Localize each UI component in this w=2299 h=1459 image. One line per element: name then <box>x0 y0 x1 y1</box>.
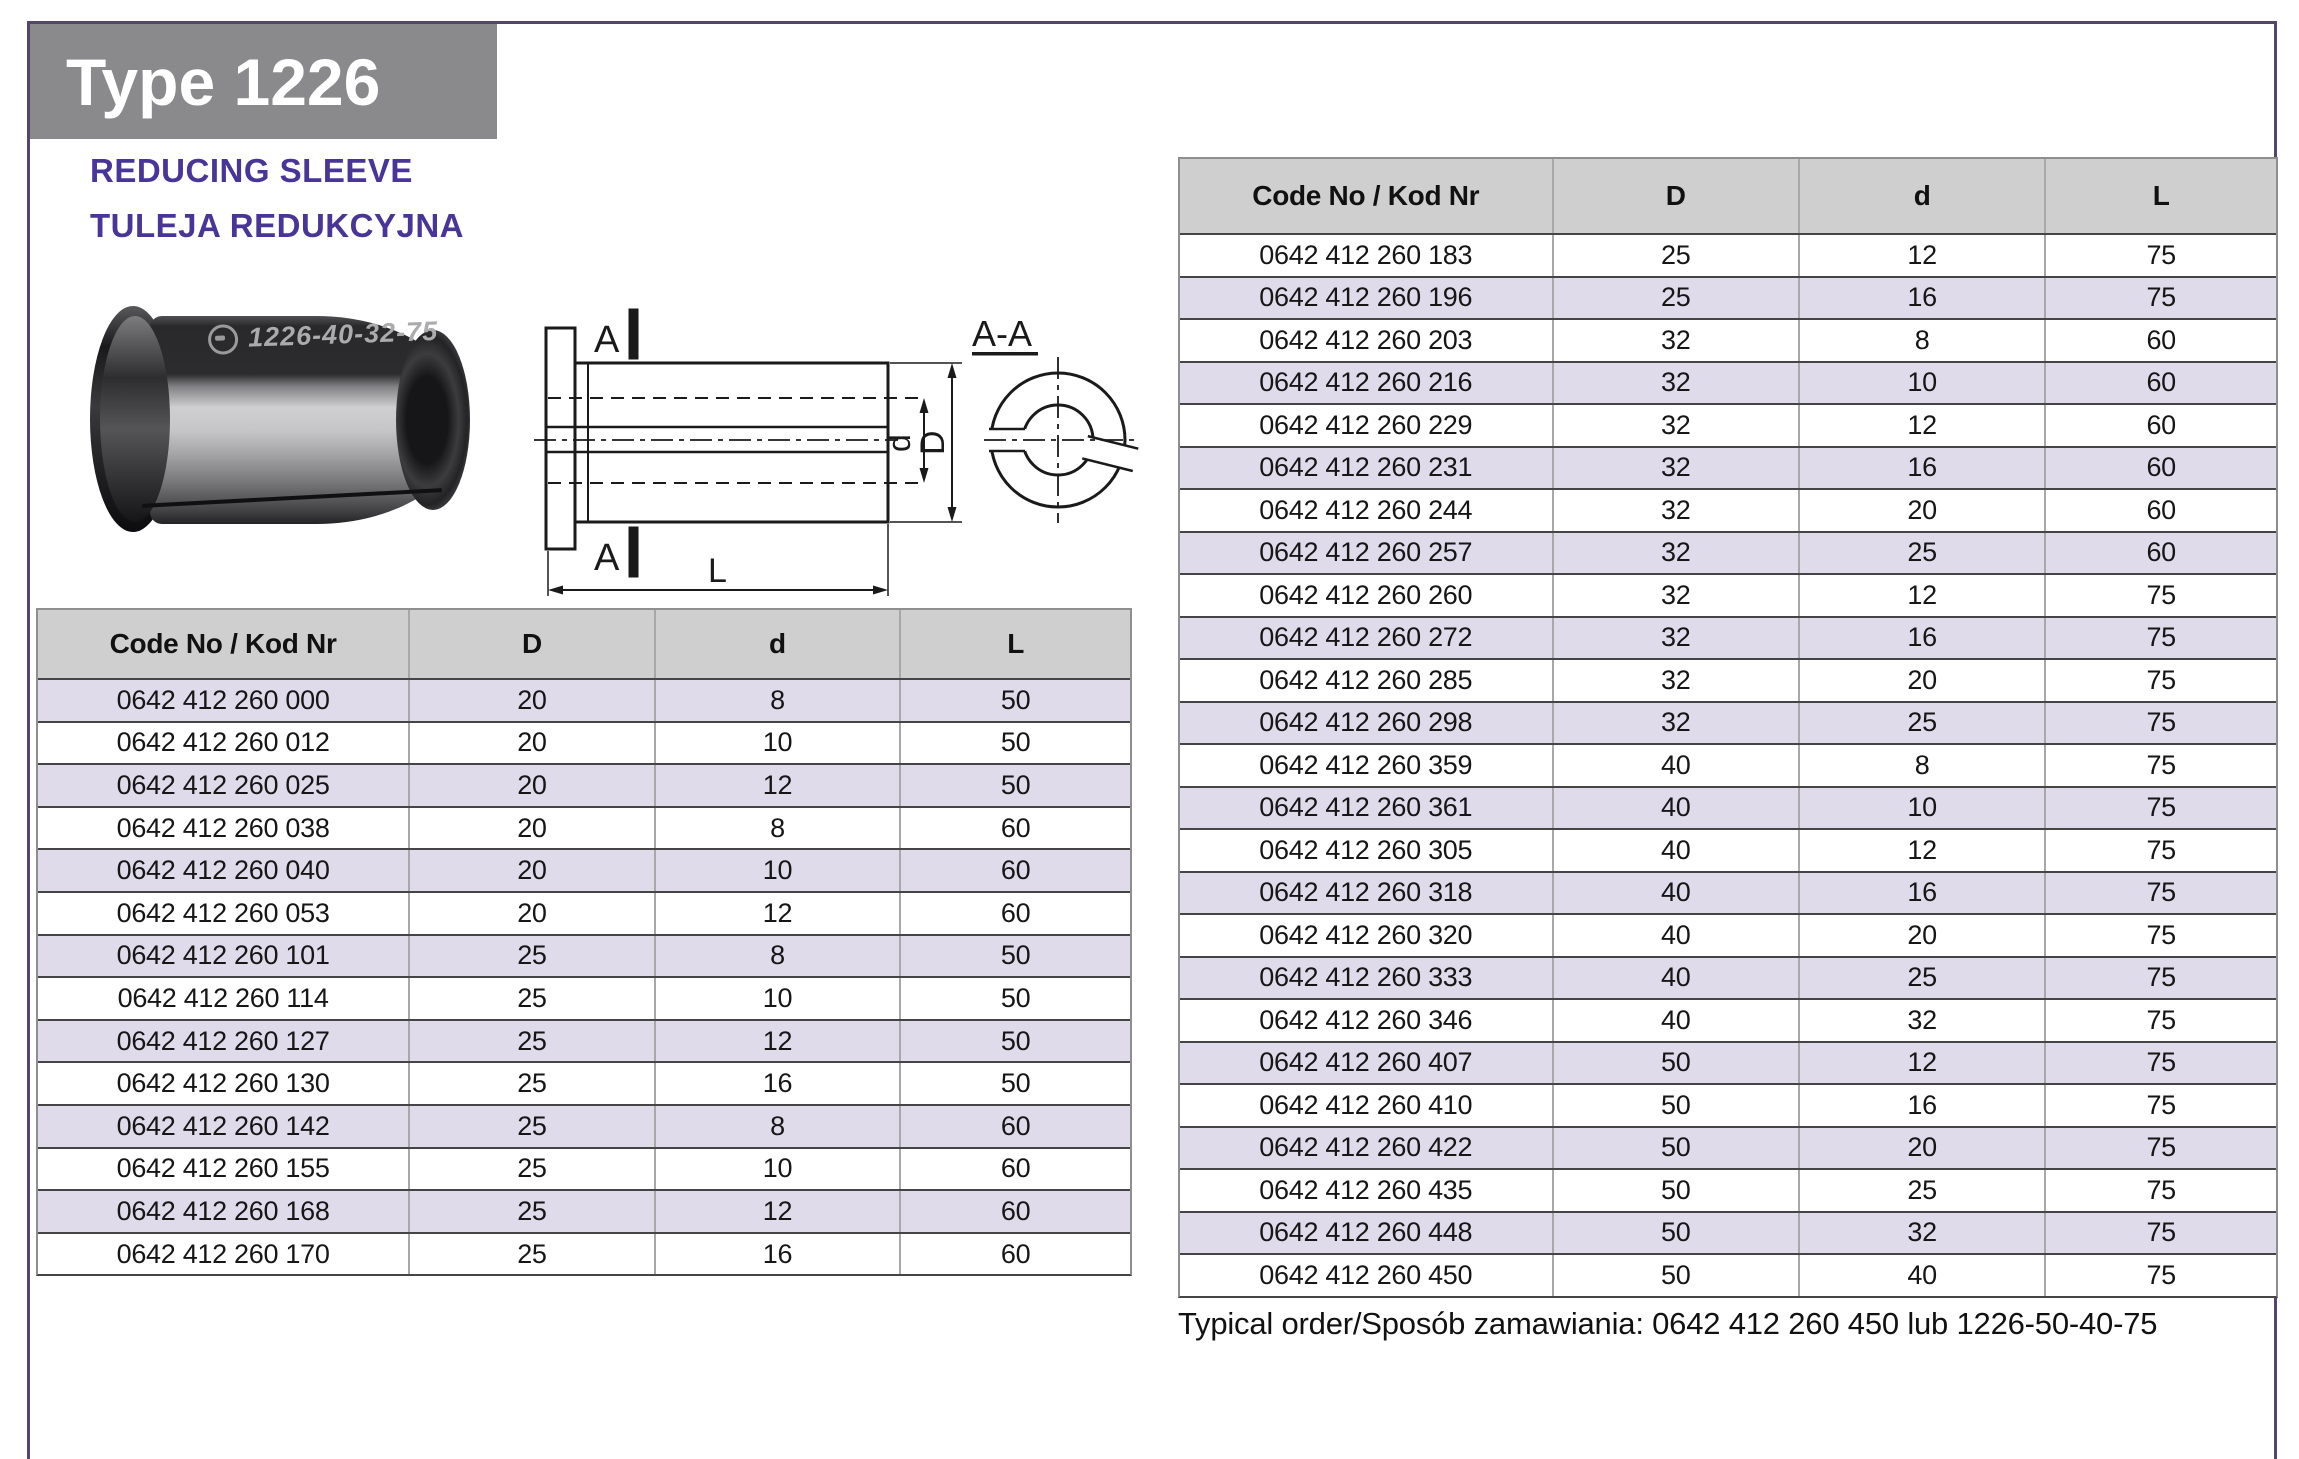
table-cell: 25 <box>408 1234 654 1275</box>
table-header-cell: d <box>1798 159 2044 233</box>
table-cell: 60 <box>899 1106 1130 1147</box>
table-cell: 60 <box>2044 320 2276 361</box>
table-cell: 32 <box>1552 363 1798 404</box>
table-cell: 50 <box>1552 1043 1798 1084</box>
typical-order-note: Typical order/Sposób zamawiania: 0642 412 260 450 lub 1226-50-40-75 <box>1178 1306 2158 1341</box>
table-cell: 75 <box>2044 1000 2276 1041</box>
dim-label-length: L <box>708 552 727 590</box>
table-row <box>38 848 1130 891</box>
table-row <box>38 678 1130 721</box>
table-cell: 0642 412 260 012 <box>116 727 330 758</box>
table-cell: 25 <box>408 936 654 977</box>
table-cell: 75 <box>2044 235 2276 276</box>
table-cell: 32 <box>1798 1213 2044 1254</box>
table-row <box>1180 616 2276 659</box>
table-cell: 32 <box>1552 448 1798 489</box>
table-cell: 0642 412 260 244 <box>1259 494 1473 525</box>
table-cell: 0642 412 260 410 <box>1259 1089 1473 1120</box>
table-cell: 25 <box>1798 958 2044 999</box>
table-cell: 25 <box>1552 278 1798 319</box>
table-cell: 16 <box>1798 278 2044 319</box>
table-row <box>38 891 1130 934</box>
table-cell: 10 <box>654 1149 900 1190</box>
table-cell: 60 <box>899 808 1130 849</box>
table-cell: 16 <box>1798 873 2044 914</box>
table-cell: 0642 412 260 229 <box>1259 409 1473 440</box>
table-cell: 75 <box>2044 618 2276 659</box>
table-cell: 75 <box>2044 1128 2276 1169</box>
table-header-cell: L <box>899 610 1130 678</box>
table-header-row <box>1180 159 2276 233</box>
table-cell: 75 <box>2044 278 2276 319</box>
table-cell: 25 <box>408 1063 654 1104</box>
sleeve-bore-opening <box>396 330 470 510</box>
table-cell: 10 <box>1798 363 2044 404</box>
table-row <box>1180 1083 2276 1126</box>
table-cell: 0642 412 260 305 <box>1259 834 1473 865</box>
table-row <box>1180 276 2276 319</box>
table-cell: 10 <box>654 850 900 891</box>
table-row <box>1180 828 2276 871</box>
table-cell: 75 <box>2044 1043 2276 1084</box>
table-cell: 0642 412 260 359 <box>1259 749 1473 780</box>
table-cell: 50 <box>1552 1255 1798 1296</box>
table-cell: 60 <box>899 893 1130 934</box>
table-cell: 60 <box>899 850 1130 891</box>
table-row <box>38 934 1130 977</box>
table-cell: 40 <box>1552 873 1798 914</box>
table-cell: 40 <box>1798 1255 2044 1296</box>
table-cell: 20 <box>408 893 654 934</box>
table-cell: 20 <box>408 680 654 721</box>
table-cell: 0642 412 260 196 <box>1259 282 1473 313</box>
table-row <box>1180 743 2276 786</box>
table-cell: 50 <box>899 1063 1130 1104</box>
table-row <box>38 763 1130 806</box>
table-cell: 50 <box>1552 1170 1798 1211</box>
table-cell: 20 <box>408 765 654 806</box>
table-cell: 0642 412 260 448 <box>1259 1217 1473 1248</box>
table-header-cell: Code No / Kod Nr <box>1252 180 1480 211</box>
table-cell: 0642 412 260 333 <box>1259 962 1473 993</box>
table-header-row <box>38 610 1130 678</box>
table-cell: 12 <box>1798 575 2044 616</box>
table-cell: 60 <box>899 1234 1130 1275</box>
table-cell: 32 <box>1552 575 1798 616</box>
table-cell: 0642 412 260 025 <box>116 769 330 800</box>
table-cell: 0642 412 260 203 <box>1259 324 1473 355</box>
table-cell: 40 <box>1552 788 1798 829</box>
table-cell: 0642 412 260 114 <box>117 982 329 1013</box>
table-cell: 0642 412 260 231 <box>1259 452 1473 483</box>
technical-drawing <box>530 290 1170 610</box>
table-cell: 50 <box>899 978 1130 1019</box>
table-cell: 0642 412 260 183 <box>1259 239 1473 270</box>
table-cell: 10 <box>654 978 900 1019</box>
table-cell: 60 <box>899 1149 1130 1190</box>
table-cell: 75 <box>2044 1170 2276 1211</box>
table-cell: 25 <box>1798 703 2044 744</box>
subtitle-english: REDUCING SLEEVE <box>90 152 413 189</box>
table-cell: 25 <box>408 1021 654 1062</box>
table-cell: 20 <box>408 723 654 764</box>
table-cell: 0642 412 260 257 <box>1259 537 1473 568</box>
table-cell: 50 <box>899 680 1130 721</box>
table-cell: 32 <box>1798 1000 2044 1041</box>
table-row <box>1180 1211 2276 1254</box>
table-cell: 75 <box>2044 788 2276 829</box>
table-cell: 32 <box>1552 618 1798 659</box>
table-cell: 50 <box>1552 1128 1798 1169</box>
table-cell: 20 <box>1798 915 2044 956</box>
table-row <box>1180 233 2276 276</box>
table-cell: 0642 412 260 000 <box>116 684 330 715</box>
table-cell: 50 <box>1552 1213 1798 1254</box>
table-cell: 16 <box>654 1063 900 1104</box>
table-row <box>38 1232 1130 1275</box>
table-cell: 75 <box>2044 915 2276 956</box>
table-cell: 12 <box>1798 830 2044 871</box>
table-cell: 50 <box>899 936 1130 977</box>
table-row <box>1180 403 2276 446</box>
subtitle-polish: TULEJA REDUKCYJNA <box>90 207 464 244</box>
table-cell: 20 <box>408 850 654 891</box>
table-row <box>1180 871 2276 914</box>
table-cell: 12 <box>654 1191 900 1232</box>
table-cell: 0642 412 260 127 <box>116 1025 330 1056</box>
table-cell: 12 <box>1798 235 2044 276</box>
table-cell: 25 <box>1798 533 2044 574</box>
table-cell: 8 <box>1798 745 2044 786</box>
table-row <box>1180 446 2276 489</box>
table-cell: 16 <box>1798 1085 2044 1126</box>
drawing-body <box>575 363 888 522</box>
table-cell: 0642 412 260 361 <box>1259 792 1473 823</box>
table-cell: 32 <box>1552 533 1798 574</box>
table-cell: 10 <box>1798 788 2044 829</box>
table-row <box>38 1019 1130 1062</box>
table-cell: 8 <box>654 936 900 977</box>
table-header-cell: L <box>2044 159 2276 233</box>
table-cell: 40 <box>1552 1000 1798 1041</box>
table-cell: 50 <box>899 723 1130 764</box>
table-cell: 75 <box>2044 703 2276 744</box>
table-cell: 12 <box>654 1021 900 1062</box>
table-cell: 32 <box>1552 405 1798 446</box>
cut-plane-mark-bottom <box>630 528 637 576</box>
table-header-cell: D <box>408 610 654 678</box>
table-cell: 60 <box>2044 363 2276 404</box>
sleeve-flange-ring <box>100 316 170 522</box>
table-cell: 40 <box>1552 745 1798 786</box>
table-row <box>1180 701 2276 744</box>
table-cell: 0642 412 260 170 <box>116 1238 330 1269</box>
table-cell: 0642 412 260 318 <box>1259 877 1473 908</box>
product-photo <box>90 300 470 540</box>
table-row <box>1180 1041 2276 1084</box>
table-cell: 32 <box>1552 490 1798 531</box>
table-row <box>1180 361 2276 404</box>
table-cell: 0642 412 260 040 <box>116 855 330 886</box>
table-cell: 0642 412 260 101 <box>116 940 330 971</box>
table-header-cell: d <box>654 610 900 678</box>
table-cell: 0642 412 260 407 <box>1259 1047 1473 1078</box>
table-cell: 50 <box>899 765 1130 806</box>
cut-plane-mark-top <box>630 310 637 358</box>
table-cell: 0642 412 260 435 <box>1259 1174 1473 1205</box>
table-cell: 75 <box>2044 745 2276 786</box>
cut-label-bottom: A <box>594 537 620 579</box>
table-cell: 20 <box>1798 490 2044 531</box>
table-row <box>1180 658 2276 701</box>
table-row <box>38 721 1130 764</box>
table-row <box>1180 573 2276 616</box>
table-cell: 32 <box>1552 703 1798 744</box>
table-row <box>38 1104 1130 1147</box>
table-cell: 12 <box>654 765 900 806</box>
table-cell: 75 <box>2044 873 2276 914</box>
table-cell: 40 <box>1552 958 1798 999</box>
table-cell: 0642 412 260 346 <box>1259 1004 1473 1035</box>
dim-label-bore: d <box>881 434 917 452</box>
table-row <box>1180 998 2276 1041</box>
table-row <box>1180 786 2276 829</box>
table-cell: 0642 412 260 298 <box>1259 707 1473 738</box>
table-header-cell: D <box>1552 159 1798 233</box>
table-cell: 25 <box>1798 1170 2044 1211</box>
table-cell: 60 <box>2044 533 2276 574</box>
table-cell: 16 <box>1798 618 2044 659</box>
table-cell: 25 <box>408 978 654 1019</box>
table-row <box>1180 913 2276 956</box>
table-cell: 12 <box>654 893 900 934</box>
code-table-right <box>1178 157 2278 1298</box>
drawing-flange <box>546 328 575 549</box>
table-cell: 8 <box>654 808 900 849</box>
code-table-left <box>36 608 1132 1276</box>
table-row <box>1180 1168 2276 1211</box>
table-cell: 75 <box>2044 660 2276 701</box>
table-row <box>38 976 1130 1019</box>
title-banner <box>30 24 497 139</box>
table-cell: 0642 412 260 168 <box>116 1195 330 1226</box>
table-cell: 12 <box>1798 1043 2044 1084</box>
table-cell: 0642 412 260 320 <box>1259 919 1473 950</box>
table-cell: 75 <box>2044 575 2276 616</box>
table-cell: 75 <box>2044 1255 2276 1296</box>
table-cell: 0642 412 260 260 <box>1259 579 1473 610</box>
page-left-rule <box>27 21 30 1459</box>
table-cell: 25 <box>408 1106 654 1147</box>
table-cell: 0642 412 260 216 <box>1259 367 1473 398</box>
table-cell: 40 <box>1552 830 1798 871</box>
table-cell: 40 <box>1552 915 1798 956</box>
table-row <box>38 1147 1130 1190</box>
table-cell: 32 <box>1552 320 1798 361</box>
table-cell: 0642 412 260 130 <box>116 1068 330 1099</box>
table-cell: 0642 412 260 053 <box>116 897 330 928</box>
table-row <box>38 1061 1130 1104</box>
table-cell: 12 <box>1798 405 2044 446</box>
table-cell: 0642 412 260 422 <box>1259 1132 1473 1163</box>
table-cell: 8 <box>1798 320 2044 361</box>
table-cell: 75 <box>2044 958 2276 999</box>
table-cell: 25 <box>1552 235 1798 276</box>
table-cell: 50 <box>1552 1085 1798 1126</box>
table-cell: 10 <box>654 723 900 764</box>
table-cell: 0642 412 260 038 <box>116 812 330 843</box>
table-cell: 60 <box>2044 405 2276 446</box>
table-cell: 16 <box>1798 448 2044 489</box>
table-cell: 0642 412 260 272 <box>1259 622 1473 653</box>
table-cell: 8 <box>654 680 900 721</box>
cut-label-top: A <box>594 319 620 361</box>
table-cell: 25 <box>408 1149 654 1190</box>
table-cell: 32 <box>1552 660 1798 701</box>
table-cell: 60 <box>2044 490 2276 531</box>
table-header-cell: Code No / Kod Nr <box>109 628 337 659</box>
table-row <box>1180 1253 2276 1296</box>
table-cell: 75 <box>2044 830 2276 871</box>
table-row <box>1180 488 2276 531</box>
table-cell: 0642 412 260 142 <box>116 1110 330 1141</box>
table-cell: 60 <box>899 1191 1130 1232</box>
table-cell: 20 <box>1798 660 2044 701</box>
dim-label-outer: D <box>914 430 952 455</box>
table-cell: 20 <box>1798 1128 2044 1169</box>
table-row <box>1180 318 2276 361</box>
table-cell: 0642 412 260 450 <box>1259 1259 1473 1290</box>
table-cell: 0642 412 260 155 <box>116 1153 330 1184</box>
table-cell: 25 <box>408 1191 654 1232</box>
brand-logo-icon <box>208 323 239 354</box>
table-row <box>38 806 1130 849</box>
table-cell: 0642 412 260 285 <box>1259 664 1473 695</box>
page-title: Type 1226 <box>66 44 381 119</box>
table-cell: 60 <box>2044 448 2276 489</box>
table-cell: 20 <box>408 808 654 849</box>
engraving-text: 1226-40-32-75 <box>247 315 439 353</box>
section-label: A-A <box>972 313 1033 354</box>
table-row <box>1180 531 2276 574</box>
table-cell: 75 <box>2044 1213 2276 1254</box>
table-cell: 16 <box>654 1234 900 1275</box>
table-row <box>38 1189 1130 1232</box>
table-cell: 50 <box>899 1021 1130 1062</box>
table-cell: 75 <box>2044 1085 2276 1126</box>
table-row <box>1180 1126 2276 1169</box>
table-cell: 8 <box>654 1106 900 1147</box>
table-row <box>1180 956 2276 999</box>
